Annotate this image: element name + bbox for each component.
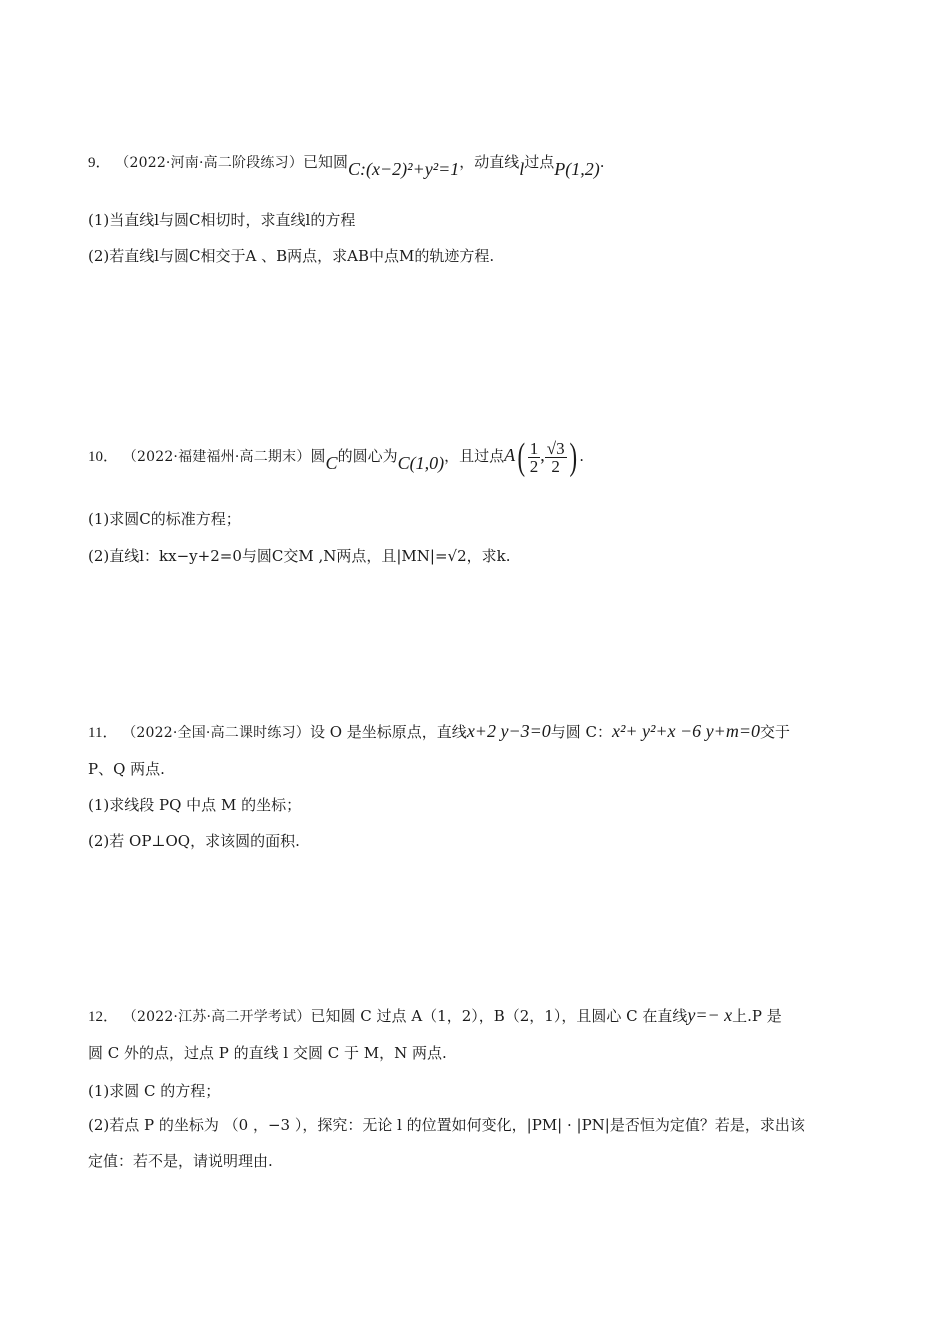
- point-p: P(1,2): [554, 159, 600, 179]
- point-a: A: [504, 445, 516, 465]
- question-12-part-2: (2)若点 P 的坐标为 （0 ，−3 ），探究：无论 l 的位置如何变化，|PM| · |PN|是否恒为定值？若是，求出该: [88, 1116, 805, 1134]
- question-9-stem: 9． （2022·河南·高二阶段练习）已知圆C:(x−2)²+y²=1，动直线l过点P(1,2).: [88, 153, 605, 179]
- line-equation: x+2 y−3=0: [466, 721, 551, 741]
- question-source: （2022·全国·高二课时练习）: [122, 725, 310, 741]
- question-number: 10．: [88, 449, 119, 465]
- question-11-stem: 11． （2022·全国·高二课时练习）设 O 是坐标原点，直线x+2 y−3=0与圆 C：x²+ y²+x −6 y+m=0交于: [88, 721, 790, 741]
- question-12-part-2-cont: 定值：若不是，请说明理由.: [88, 1152, 273, 1170]
- question-10-stem: 10． （2022·福建福州·高二期末）圆C的圆心为C(1,0)，且过点A( $\frac{1}{2}$ , $\frac{√3}{2}$ ) .: [88, 436, 585, 478]
- question-12-stem-cont: 圆 C 外的点，过点 P 的直线 l 交圆 C 于 M，N 两点.: [88, 1044, 447, 1062]
- question-10-part-2: (2)直线l：kx−y+2=0与圆C交M ,N两点，且|MN|=√2，求k.: [88, 547, 511, 565]
- line-equation: y=− x: [687, 1005, 733, 1025]
- fraction-y: $\frac{√3}{2}$: [546, 438, 565, 476]
- question-11-part-2: (2)若 OP⊥OQ，求该圆的面积.: [88, 832, 300, 850]
- circle-center: C(1,0): [397, 453, 445, 473]
- question-number: 12．: [88, 1009, 119, 1025]
- question-source: （2022·江苏·高二开学考试）: [122, 1009, 311, 1025]
- question-source: （2022·福建福州·高二期末）: [122, 449, 311, 465]
- question-number: 9．: [88, 155, 111, 171]
- circle-equation: x²+ y²+x −6 y+m=0: [611, 721, 760, 741]
- question-9-part-2: (2)若直线l与圆C相交于A 、B两点，求AB中点M的轨迹方程.: [88, 247, 495, 265]
- question-12-stem: 12． （2022·江苏·高二开学考试）已知圆 C 过点 A（1，2），B（2，1），且圆心 C 在直线y=− x上.P 是: [88, 1005, 782, 1025]
- circle-equation: C:(x−2)²+y²=1: [348, 159, 460, 179]
- question-9-part-1: (1)当直线l与圆C相切时，求直线l的方程: [88, 211, 356, 229]
- question-source: （2022·河南·高二阶段练习）: [115, 155, 304, 171]
- question-10-part-1: (1)求圆C的标准方程；: [88, 510, 241, 528]
- fraction-x: $\frac{1}{2}$: [529, 438, 539, 476]
- question-12-part-1: (1)求圆 C 的方程；: [88, 1082, 221, 1100]
- question-11-stem-cont: P、Q 两点.: [88, 760, 165, 778]
- question-number: 11．: [88, 725, 118, 741]
- question-11-part-1: (1)求线段 PQ 中点 M 的坐标；: [88, 796, 302, 814]
